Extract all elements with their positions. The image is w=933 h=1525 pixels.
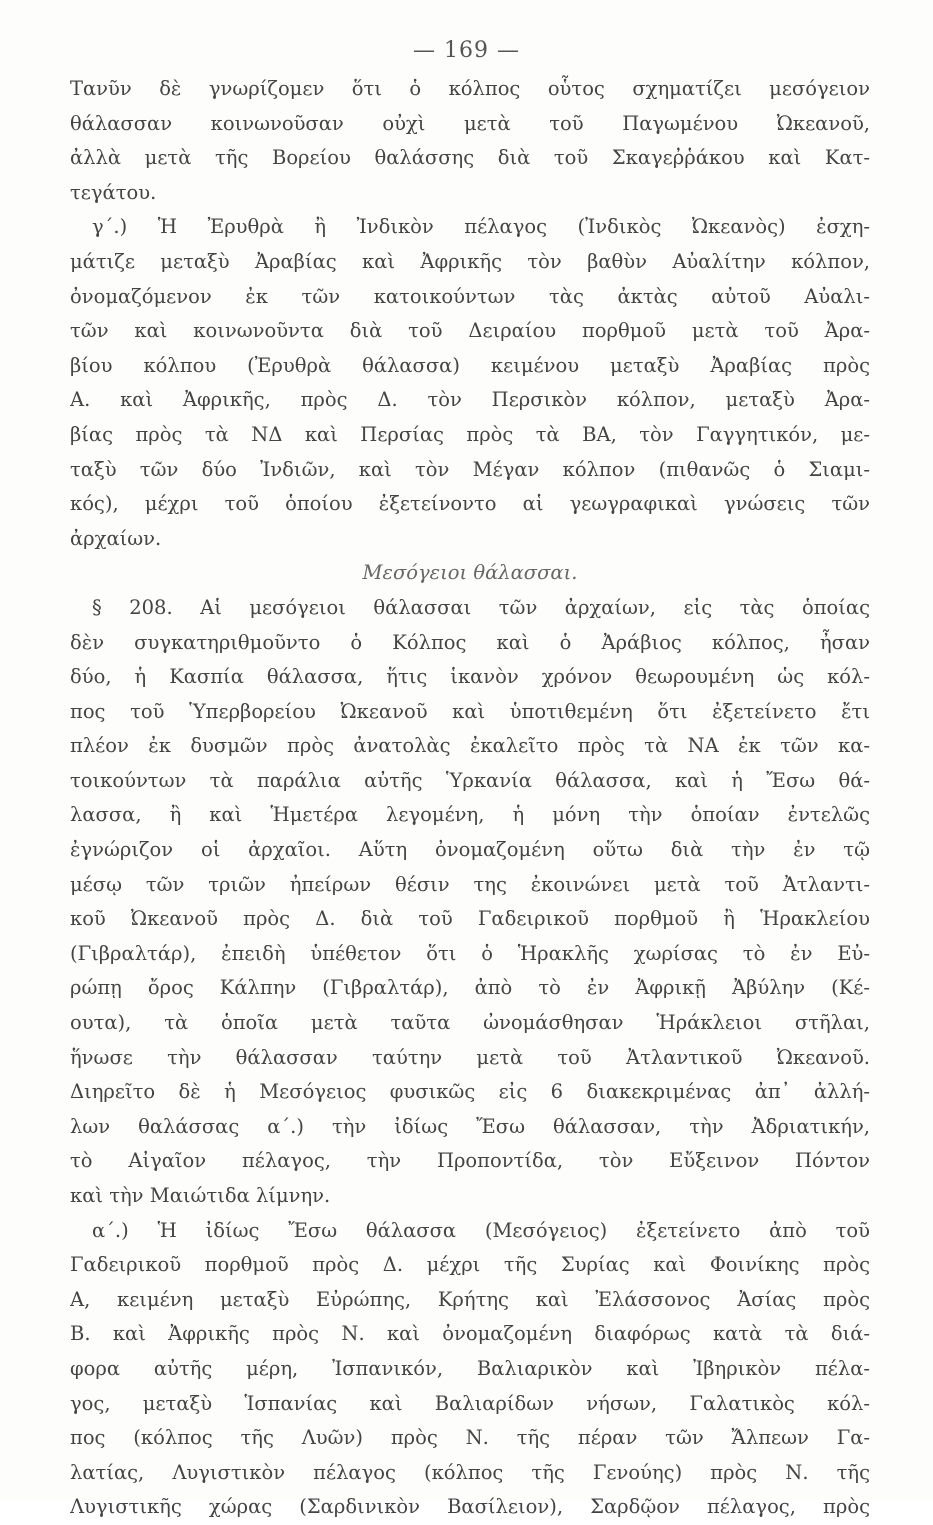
text-line: Α. καὶ Ἀφρικῆς, πρὸς Δ. τὸν Περσικὸν κόλπον, μεταξὺ Ἀρα- (70, 388, 870, 412)
text-line: πος (κόλπος τῆς Λυῶν) πρὸς Ν. τῆς πέραν τῶν Ἄλπεων Γα- (70, 1426, 870, 1450)
text-line: τῶν καὶ κοινωνοῦντα διὰ τοῦ Δειραίου πορθμοῦ μετὰ τοῦ Ἀρα- (70, 319, 870, 343)
text-line: ἀρχαίων. (70, 526, 162, 550)
text-line: ρώπῃ ὄρος Κάλπην (Γιβραλτάρ), ἀπὸ τὸ ἐν Ἀφρικῇ Ἀβύλην (Κέ- (70, 976, 870, 1000)
text-line: γ΄.) Ἡ Ἐρυθρὰ ἢ Ἰνδικὸν πέλαγος (Ἰνδικὸς Ὠκεανὸς) ἐσχη- (92, 215, 870, 239)
text-line: ἀλλὰ μετὰ τῆς Βορείου θαλάσσης διὰ τοῦ Σκαγεῤῥάκου καὶ Κατ- (70, 146, 870, 170)
text-line: καὶ τὴν Μαιώτιδα λίμνην. (70, 1184, 331, 1207)
text-line: Β. καὶ Ἀφρικῆς πρὸς Ν. καὶ ὀνομαζομένη διαφόρως κατὰ τὰ διά- (70, 1322, 870, 1346)
text-line: γος, μεταξὺ Ἱσπανίας καὶ Βαλιαρίδων νήσων, Γαλατικὸς κόλ- (70, 1391, 870, 1415)
text-line: (Γιβραλτάρ), ἐπειδὴ ὑπέθετον ὅτι ὁ Ἡρακλῆς χωρίσας τὸ ἐν Εὐ- (70, 941, 870, 965)
section-heading: Μεσόγειοι θάλασσαι. (362, 561, 578, 585)
text-line: τὸ Αἰγαῖον πέλαγος, τὴν Προποντίδα, τὸν Εὔξεινον Πόντον (70, 1149, 870, 1173)
text-line: λασσα, ἢ καὶ Ἡμετέρα λεγομένη, ἡ μόνη τὴν ὁποίαν ἐντελῶς (70, 803, 870, 827)
text-line: βίας πρὸς τὰ ΝΔ καὶ Περσίας πρὸς τὰ ΒΑ, τὸν Γαγγητικόν, με- (70, 422, 870, 446)
text-line: πος τοῦ Ὑπερβορείου Ὠκεανοῦ καὶ ὑποτιθεμένη ὅτι ἐξετείνετο ἔτι (70, 699, 870, 723)
text-line: τοικούντων τὰ παράλια αὐτῆς Ὑρκανία θάλασσα, καὶ ἡ Ἔσω θά- (70, 768, 870, 792)
text-line: θάλασσαν κοινωνοῦσαν οὐχὶ μετὰ τοῦ Παγωμένου Ὠκεανοῦ, (70, 111, 870, 135)
section-first-line: § 208. Αἱ μεσόγειοι θάλασσαι τῶν ἀρχαίων, εἰς τὰς ὁποίας (92, 595, 870, 619)
text-line: μάτιζε μεταξὺ Ἀραβίας καὶ Ἀφρικῆς τὸν βαθὺν Αὐαλίτην κόλπον, (70, 249, 870, 273)
text-line: δύο, ἡ Κασπία θάλασσα, ἥτις ἱκανὸν χρόνον θεωρουμένη ὡς κόλ- (70, 665, 870, 689)
text-line: Γαδειρικοῦ πορθμοῦ πρὸς Δ. μέχρι τῆς Συρίας καὶ Φοινίκης πρὸς (70, 1253, 870, 1277)
text-line: μέσῳ τῶν τριῶν ἠπείρων θέσιν της ἐκοινώνει μετὰ τοῦ Ἀτλαντι- (70, 872, 870, 896)
text-line: Τανῦν δὲ γνωρίζομεν ὅτι ὁ κόλπος οὗτος σχηματίζει μεσόγειον (70, 77, 870, 100)
text-line: πλέον ἐκ δυσμῶν πρὸς ἀνατολὰς ἐκαλεῖτο πρὸς τὰ ΝΑ ἐκ τῶν κα- (70, 734, 870, 758)
text-line: βίου κόλπου (Ἐρυθρὰ θάλασσα) κειμένου μεταξὺ Ἀραβίας πρὸς (70, 353, 870, 377)
text-line: Λυγιστικῆς χώρας (Σαρδινικὸν Βασίλειον), Σαρδῷον πέλαγος, πρὸς (70, 1495, 870, 1519)
text-line: Α, κειμένη μεταξὺ Εὐρώπης, Κρήτης καὶ Ἐλάσσονος Ἀσίας πρὸς (70, 1287, 870, 1311)
text-line: ταξὺ τῶν δύο Ἰνδιῶν, καὶ τὸν Μέγαν κόλπον (πιθανῶς ὁ Σιαμι- (70, 457, 870, 481)
text-line: κός), μέχρι τοῦ ὁποίου ἐξετείνοντο αἱ γεωγραφικαὶ γνώσεις τῶν (70, 492, 870, 516)
text-line: φορα αὐτῆς μέρη, Ἰσπανικόν, Βαλιαρικὸν καὶ Ἰβηρικὸν πέλα- (70, 1356, 870, 1380)
text-line: ἐγνώριζον οἱ ἀρχαῖοι. Αὕτη ὀνομαζομένη οὕτω διὰ τὴν ἐν τῷ (70, 838, 870, 862)
text-line: λατίας, Λυγιστικὸν πέλαγος (κόλπος τῆς Γενούης) πρὸς Ν. τῆς (70, 1460, 870, 1484)
text-line: ἥνωσε τὴν θάλασσαν ταύτην μετὰ τοῦ Ἀτλαντικοῦ Ὠκεανοῦ. (70, 1045, 870, 1069)
text-line: δὲν συγκατηριθμοῦντο ὁ Κόλπος καὶ ὁ Ἀράβιος κόλπος, ἦσαν (70, 630, 870, 654)
text-line: ουτα), τὰ ὁποῖα μετὰ ταῦτα ὠνομάσθησαν Ἡράκλειοι στῆλαι, (70, 1011, 870, 1035)
text-line: Διηρεῖτο δὲ ἡ Μεσόγειος φυσικῶς εἰς 6 διακεκριμένας ἀπ᾿ ἀλλή- (70, 1080, 870, 1104)
text-line: κοῦ Ὠκεανοῦ πρὸς Δ. διὰ τοῦ Γαδειρικοῦ πορθμοῦ ἢ Ἡρακλείου (70, 907, 870, 931)
body-text (70, 72, 870, 1525)
text-line: λων θαλάσσας α΄.) τὴν ἰδίως Ἔσω θάλασσαν, τὴν Ἀδριατικήν, (70, 1114, 870, 1138)
text-line: ὀνομαζόμενον ἐκ τῶν κατοικούντων τὰς ἀκτὰς αὐτοῦ Αὐαλι- (70, 284, 870, 308)
page-number: — 169 — (413, 38, 520, 63)
text-line: α΄.) Ἡ ἰδίως Ἔσω θάλασσα (Μεσόγειος) ἐξετείνετο ἀπὸ τοῦ (92, 1218, 870, 1242)
text-line: τεγάτου. (70, 180, 157, 204)
